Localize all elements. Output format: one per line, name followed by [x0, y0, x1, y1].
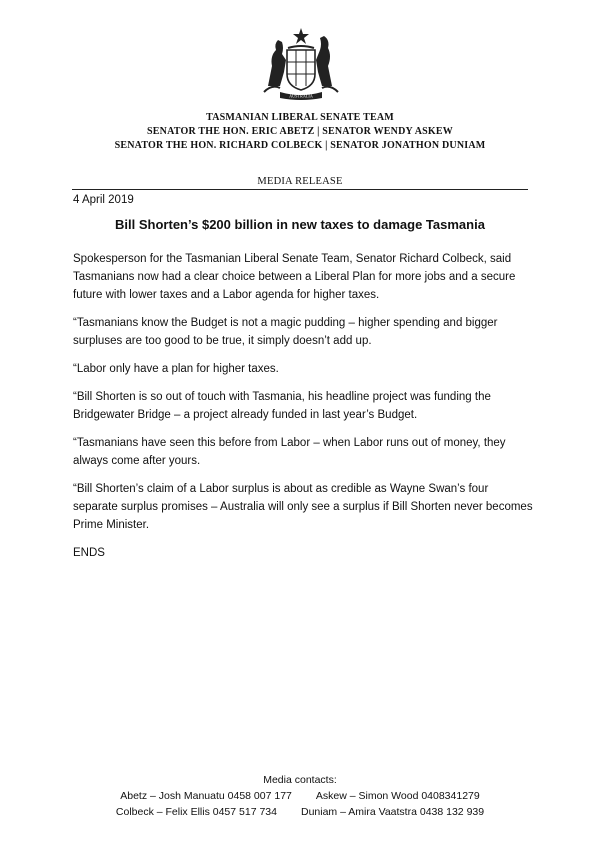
contact-duniam: Duniam – Amira Vaatstra 0438 132 939: [301, 806, 485, 818]
header-senators-line-1: SENATOR THE HON. ERIC ABETZ | SENATOR WENDY ASKEW: [147, 126, 453, 137]
contact-abetz: Abetz – Josh Manuatu 0458 007 177: [120, 790, 292, 802]
contact-colbeck: Colbeck – Felix Ellis 0457 517 734: [115, 806, 277, 818]
media-contacts-heading: Media contacts:: [263, 774, 337, 786]
divider: [72, 189, 528, 190]
release-date: 4 April 2019: [73, 194, 134, 206]
svg-text:AUSTRALIA: AUSTRALIA: [289, 93, 313, 99]
ends-marker: ENDS: [73, 547, 105, 559]
release-body: [73, 250, 533, 572]
paragraph: “Tasmanians know the Budget is not a magic pudding – higher spending and bigger surpluses are too good to be true, it simply doesn’t add up.: [73, 317, 498, 347]
header-senators-line-2: SENATOR THE HON. RICHARD COLBECK | SENATOR JONATHON DUNIAM: [114, 140, 486, 151]
paragraph: Spokesperson for the Tasmanian Liberal Senate Team, Senator Richard Colbeck, said Tasmanians now had a clear choice between a Liberal Plan for more jobs and a secure future with lower taxes and a Labor agenda for higher taxes.: [73, 253, 516, 301]
contact-row: [0, 788, 600, 804]
release-title: Bill Shorten’s $200 billion in new taxes to damage Tasmania: [115, 217, 485, 232]
media-contacts: [0, 772, 600, 820]
paragraph: “Tasmanians have seen this before from Labor – when Labor runs out of money, they always come after yours.: [73, 437, 506, 467]
paragraph: “Bill Shorten is so out of touch with Tasmania, his headline project was funding the Bridgewater Bridge – a project already funded in last year’s Budget.: [73, 391, 491, 421]
media-release-label: MEDIA RELEASE: [257, 176, 343, 187]
coat-of-arms-icon: [258, 26, 344, 100]
paragraph: “Labor only have a plan for higher taxes.: [73, 363, 279, 375]
paragraph: “Bill Shorten’s claim of a Labor surplus is about as credible as Wayne Swan’s four separate surplus promises – Australia will only see a surplus if Bill Shorten never becomes Prime Minister.: [73, 483, 533, 531]
contact-askew: Askew – Simon Wood 0408341279: [315, 790, 480, 802]
contact-row: [0, 804, 600, 820]
header-team-name: TASMANIAN LIBERAL SENATE TEAM: [206, 112, 394, 123]
